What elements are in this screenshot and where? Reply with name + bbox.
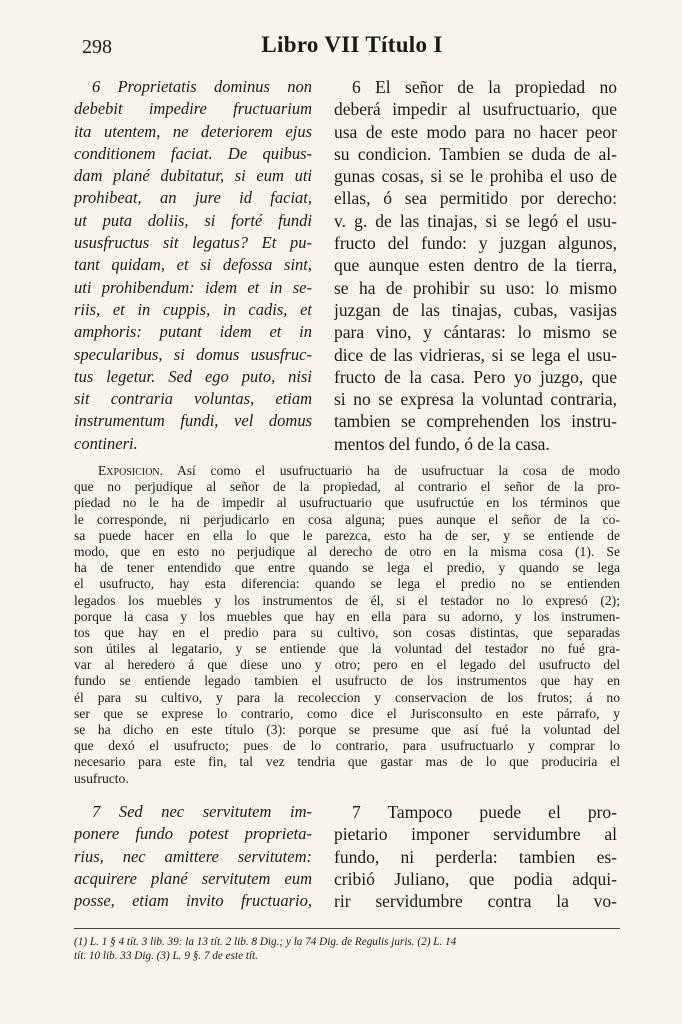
text-line: ususfructus sit legatus? Et pu- [74, 233, 312, 253]
section-7-spanish [334, 801, 617, 912]
section-6-spanish [334, 76, 617, 455]
text-line: para vino, y cántaras: lo mismo se [334, 322, 617, 343]
text-line: modo, que en esto no perjudique al derecho de otro en la misma cosa (1). Se [74, 543, 620, 559]
text-line: fundo, ni perderla: tambien es- [334, 846, 617, 867]
text-line: fructo de la casa. Pero yo juzgo, que [334, 366, 617, 387]
text-line: ponere fundo potest proprieta- [74, 824, 312, 844]
text-line: 7 Sed nec servitutem im- [92, 802, 312, 821]
text-line: posse, etiam invito fructuario, [74, 891, 312, 911]
text-line: 6 Proprietatis dominus non [92, 77, 312, 96]
text-line: tambien se comprehenden los instru- [334, 411, 617, 432]
text-line: se ha de prohibir su uso: lo mismo [334, 277, 617, 298]
exposicion-label: Exposicion. [98, 463, 164, 478]
section-6-latin [74, 76, 312, 455]
text-line: ita utentem, ne deteriorem ejus [74, 121, 312, 141]
text-line: uti prohibendum: idem et in se- [74, 277, 312, 297]
text-line: acquirere plané servitutem eum [74, 868, 312, 888]
text-line: que aunque esten dentro de la tierra, [334, 255, 617, 276]
exposicion-commentary [74, 463, 620, 787]
text-line: instrumentum fundi, vel domus [74, 411, 312, 431]
text-line: gunas cosas, si se le prohiba el uso de [334, 166, 617, 187]
text-line: rius, nec amittere servitutem: [74, 846, 312, 866]
text-line: tant quidam, et si defossa sint, [74, 255, 312, 275]
section-7-latin [74, 801, 312, 912]
page-header [72, 32, 632, 66]
text-line: pietario imponer servidumbre al [334, 824, 617, 845]
text-line: deberá impedir al usufructuario, que [334, 99, 617, 120]
text-line: usufructo. [74, 770, 129, 786]
text-line: contineri. [74, 433, 138, 453]
text-line: su condicion. Tambien se duda de al- [334, 143, 617, 164]
text-line: debebit impedire fructuarium [74, 99, 312, 119]
text-line: ser que se exprese lo contrario, como dice el Jurisconsulto en este párrafo, y [74, 705, 620, 721]
text-line: riis, et in cuppis, in cadis, et [74, 299, 312, 319]
text-line: prohibeat, an jure id faciat, [74, 188, 312, 208]
text-line: dice de las vidrieras, si se lega el usu- [334, 344, 617, 365]
text-line: dam plané dubitatur, si eum uti [74, 166, 312, 186]
text-line: usa de este modo para no hacer peor [334, 121, 617, 142]
text-line: él para su cultivo, y para la recoleccion y conservacion de los frutos; á no [74, 689, 620, 705]
text-line: 6 El señor de la propiedad no [352, 77, 617, 97]
text-line [74, 463, 620, 479]
footnote-line: (1) L. 1 § 4 tít. 3 lib. 39: la 13 tít. 2 lib. 8 Dig.; y la 74 Dig. de Regulis juris. (2) L. 14 [74, 936, 457, 948]
footnotes [74, 928, 620, 963]
page-number: 298 [82, 36, 112, 58]
text-line: que no perjudique al señor de la propiedad, al contrario el señor de la pro- [74, 479, 620, 495]
text-line: el usufructo, hay esta diferencia: quando se lega el predio no se entienden [74, 576, 620, 592]
text-line: juzgan de las tinajas, cubas, vasijas [334, 299, 617, 320]
text-line: var al heredero á que diese uno y otro; pero en el legado del usufructo del [74, 657, 620, 673]
text-line: rir servidumbre contra la vo- [334, 891, 617, 912]
text-line: tus legetur. Sed ego puto, nisi [74, 366, 312, 386]
text-line: fundo se entiende legado tambien el usufructo de los instrumentos que hay en [74, 673, 620, 689]
text-line: si no se expresa la voluntad contraria, [334, 389, 617, 410]
text-line: ut puta doliis, si forté fundi [74, 210, 312, 230]
text-line: ellas, ó sea permitido por derecho: [334, 188, 617, 209]
text-line: tos que hay en el predio para su cultivo, son cosas distintas, que separadas [74, 624, 620, 640]
footnote-line: tít. 10 lib. 33 Dig. (3) L. 9 §. 7 de este tít. [74, 950, 258, 962]
text-line: sa puede hacer en ella lo que le parezca, esto ha de ser, y se entiende de [74, 527, 620, 543]
text-line: cribió Juliano, que podia adqui- [334, 868, 617, 889]
text-line: v. g. de las tinajas, si se legó el usu- [334, 210, 617, 231]
text-line: necesario para este fin, tal vez tendria que gastar mas de lo que produciria el [74, 754, 620, 770]
text-span: Así como el usufructuario ha de usufructuar la cosa de modo [176, 463, 620, 478]
text-line: conditionem faciat. De quibus- [74, 143, 312, 163]
text-line: mentos del fundo, ó de la casa. [334, 433, 550, 454]
text-line: legados los muebles y los instrumentos de él, si el testador no lo expresó (2); [74, 592, 620, 608]
running-head: Libro VII Título I [261, 32, 443, 57]
text-line: le corresponde, ni perjudicarlo en cosa alguna; pues aunque el señor de la co- [74, 511, 620, 527]
text-line: porque la casa y los muebles que hay en ella para su adorno, y los instrumen- [74, 608, 620, 624]
text-line: piedad no le ha de impedir al usufructuario que usufructúe en los términos que [74, 495, 620, 511]
text-line: 7 Tampoco puede el pro- [352, 802, 617, 822]
text-line: son útiles al legatario, y se entiende que la voluntad del testador no fué gra- [74, 641, 620, 657]
text-line: que dexó el usufructo; pues de lo contrario, para usufructuarlo y comprar lo [74, 738, 620, 754]
text-line: amphoris: putant idem et in [74, 322, 312, 342]
text-line: specularibus, si domus ususfruc- [74, 344, 312, 364]
text-line: se ha dicho en este título (3): porque se presume que así fué la voluntad del [74, 722, 620, 737]
text-line: fructo del fundo: y juzgan algunos, [334, 233, 617, 254]
text-line: sit contraria voluntas, etiam [74, 389, 312, 409]
text-line: ha de tener entendido que entre quando se lega el predio, y quando se lega [74, 560, 620, 576]
